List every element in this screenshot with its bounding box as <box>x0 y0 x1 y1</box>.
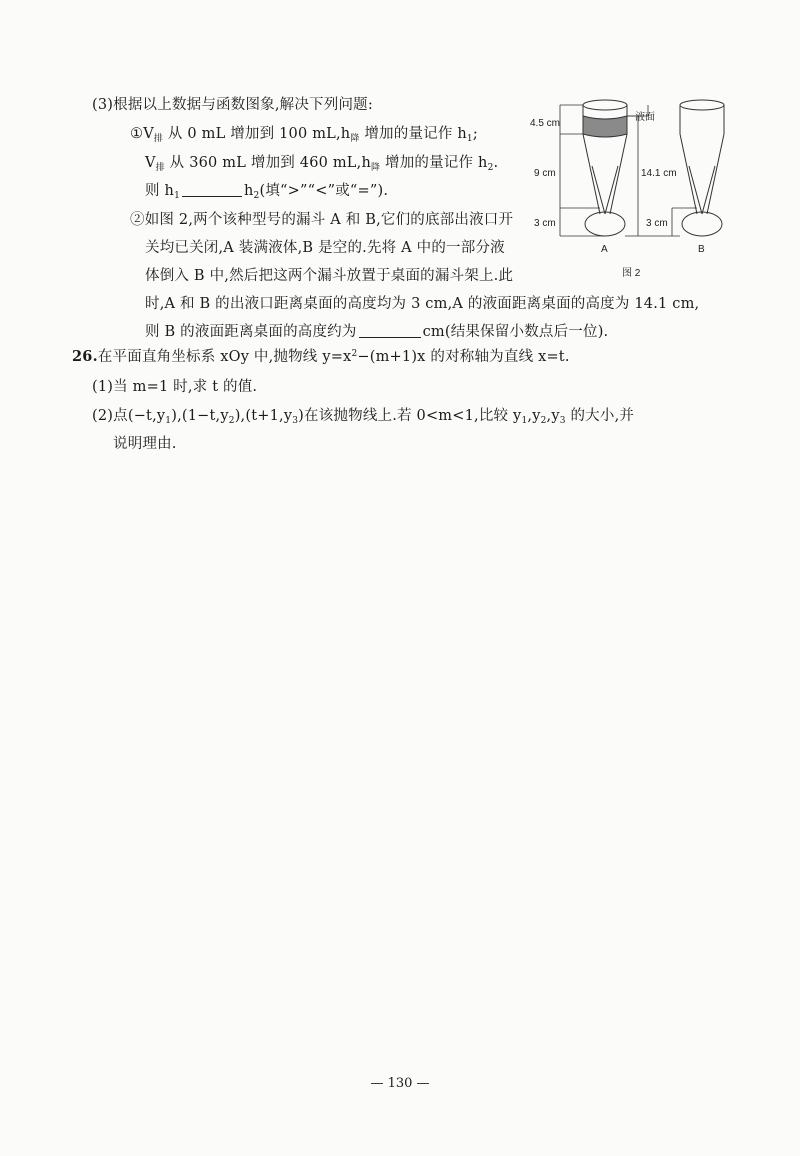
q1-v1-sub: 排 <box>153 134 164 144</box>
q26-sub2-y2: 2 <box>228 416 235 426</box>
funnel-figure <box>530 96 760 286</box>
q2-line3: 体倒入 B 中,然后把这两个漏斗放置于桌面的漏斗架上.此 <box>145 268 514 284</box>
q26-stem <box>72 345 570 366</box>
q26-sub2-mid1: ),(1−t,y <box>171 408 229 424</box>
q2-line5 <box>145 320 608 341</box>
q1-then-post: (填“>”“<”或“=”). <box>259 183 389 199</box>
q1-h1-sub: 1 <box>466 134 473 144</box>
q26-sub2-cmp1: 1 <box>521 416 528 426</box>
q1-then-h2: h <box>244 183 254 199</box>
q26-stem-pre: 在平面直角坐标系 xOy 中,抛物线 y=x <box>97 349 352 365</box>
funnel-a <box>583 100 627 236</box>
q1-then: 则 h <box>145 183 175 199</box>
label-4-5cm: 4.5 cm <box>530 118 561 129</box>
q26-sub2-pre: (2)点(−t,y <box>92 408 166 424</box>
q1-line2-end: . <box>493 155 499 171</box>
q1-h2-sub: 降 <box>371 163 381 173</box>
q26-number: 26. <box>72 348 98 365</box>
q1-line1-mid: 从 0 mL 增加到 100 mL,h <box>163 126 351 142</box>
label-3cm-b: 3 cm <box>646 218 668 229</box>
q1-marker: ① <box>130 126 144 142</box>
q1-answer-blank[interactable] <box>182 184 242 197</box>
label-funnel-a: A <box>601 244 608 255</box>
q1-v2-sub: 排 <box>155 163 165 173</box>
part3-intro: (3)根据以上数据与函数图象,解决下列问题: <box>92 97 373 113</box>
q1-line3 <box>145 179 388 201</box>
q1-then-sub2: 2 <box>253 191 260 201</box>
q26-sub2-cmp2: 2 <box>540 416 547 426</box>
q1-line1-end: ; <box>472 126 478 142</box>
q1-h2-idx: 2 <box>487 163 494 173</box>
q1-line1 <box>130 122 478 144</box>
label-funnel-b: B <box>698 244 705 255</box>
q26-stem-sup: 2 <box>351 349 358 359</box>
label-9cm: 9 cm <box>534 168 556 179</box>
q1-v2: V <box>145 155 156 171</box>
q26-sub2-mid2: ),(t+1,y <box>234 408 293 424</box>
q26-sub2-post: 的大小,并 <box>565 408 635 424</box>
q26-sub2-line2: 说明理由. <box>113 436 177 452</box>
q1-line2 <box>145 151 498 173</box>
q2-line2: 关均已关闭,A 装满液体,B 是空的.先将 A 中的一部分液 <box>145 240 505 256</box>
q2-line1: ②如图 2,两个该种型号的漏斗 A 和 B,它们的底部出液口开 <box>130 212 514 228</box>
q1-line1-post: 增加的量记作 h <box>359 126 467 142</box>
q26-sub2 <box>92 404 634 426</box>
label-14-1cm: 14.1 cm <box>641 168 677 179</box>
q2-line4: 时,A 和 B 的出液口距离桌面的高度均为 3 cm,A 的液面距离桌面的高度为 14.1 cm, <box>145 296 700 312</box>
q1-v1: V <box>143 126 154 142</box>
q26-sub1: (1)当 m=1 时,求 t 的值. <box>92 379 258 395</box>
label-liquid-surface: 液面 <box>635 112 655 123</box>
page-number: — 130 — <box>370 1076 430 1091</box>
q1-then-sub1: 1 <box>174 191 180 201</box>
q26-sub2-y1: 1 <box>165 416 172 426</box>
q1-line2-mid: 从 360 mL 增加到 460 mL,h <box>164 155 371 171</box>
q26-sub2-mid3: )在该抛物线上.若 0<m<1,比较 y <box>298 408 522 424</box>
q26-sub2-sep2: ,y <box>546 408 560 424</box>
label-3cm-a: 3 cm <box>534 218 556 229</box>
q26-sub2-cmp3: 3 <box>559 416 566 426</box>
funnel-a-liquid <box>583 116 627 137</box>
q1-h-sub: 降 <box>350 134 360 144</box>
q26-sub2-y3: 3 <box>292 416 299 426</box>
q2-line5-pre: 则 B 的液面距离桌面的高度约为 <box>145 324 357 340</box>
figure-caption: 图 2 <box>622 268 641 279</box>
q26-stem-post: −(m+1)x 的对称轴为直线 x=t. <box>357 349 570 365</box>
q1-line2-post: 增加的量记作 h <box>380 155 488 171</box>
q2-answer-blank[interactable] <box>359 325 421 338</box>
funnel-b <box>680 100 724 236</box>
q26-sub2-sep1: ,y <box>527 408 541 424</box>
q2-line5-post: cm(结果保留小数点后一位). <box>422 324 609 340</box>
